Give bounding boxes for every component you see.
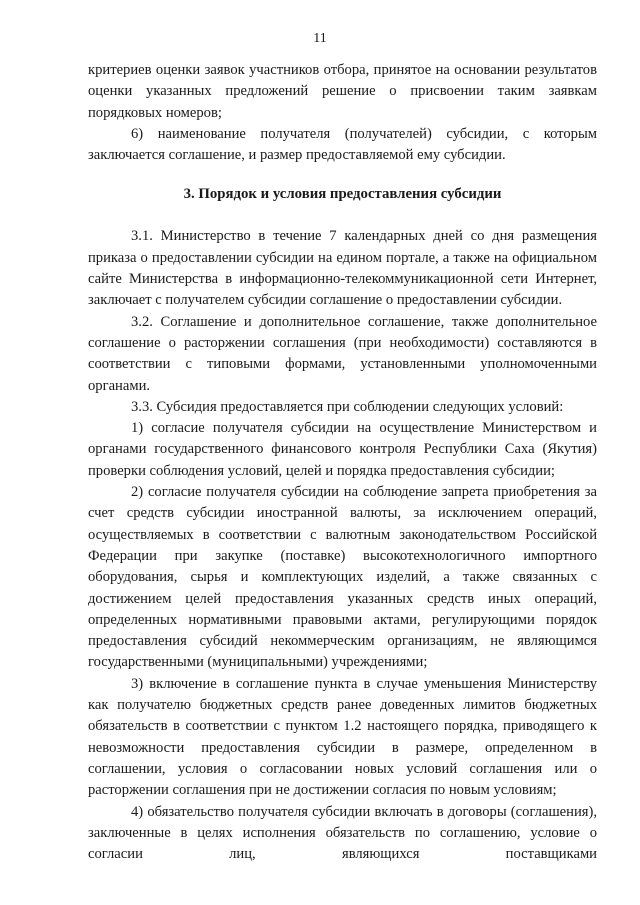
paragraph-3-3: 3.3. Субсидия предоставляется при соблюдении следующих условий: xyxy=(131,398,564,415)
paragraph-3-1: 3.1. Министерство в течение 7 календарных дней со дня размещения приказа о предоставлении субсидии на едином портале, а также на официальном сайте Министерства в информационно-телекоммуникационной сети Интернет, заключает с получателем субсидии соглашение о предоставлении субсидии. xyxy=(88,228,597,309)
paragraph-condition-1: 1) согласие получателя субсидии на осуществление Министерством и органами государственного финансового контроля Республики Саха (Якутия) проверки соблюдения условий, целей и порядка предоставления субсидии; xyxy=(88,420,597,479)
document-body xyxy=(88,60,597,865)
section-heading: 3. Порядок и условия предоставления субсидии xyxy=(183,186,502,203)
spacer xyxy=(88,166,597,184)
page-number: 11 xyxy=(313,31,327,46)
paragraph-3-2: 3.2. Соглашение и дополнительное соглашение, также дополнительное соглашение о расторжении соглашения (при необходимости) составляются в соответствии с типовыми формами, установленными уполномоченными органами. xyxy=(88,313,597,394)
paragraph-continued: критериев оценки заявок участников отбора, принятое на основании результатов оценки указанных предложений решение о присвоении таким заявкам порядковых номеров; xyxy=(88,62,597,121)
paragraph-condition-3: 3) включение в соглашение пункта в случае уменьшения Министерству как получателю бюджетных средств ранее доведенных лимитов бюджетных обязательств в соответствии с пунктом 1.2 настоящего порядка, приводящего к невозможности предоставления субсидии в размере, определенном в соглашении, условия о согласовании новых условий соглашения или о расторжении соглашения при не достижении согласия по новым условиям; xyxy=(88,675,597,799)
paragraph-item-6: 6) наименование получателя (получателей) субсидии, с которым заключается соглашение, и размер предоставляемой ему субсидии. xyxy=(88,125,597,164)
paragraph-condition-4: 4) обязательство получателя субсидии включать в договоры (соглашения), заключенные в целях исполнения обязательств по соглашению, условие о согласии лиц, являющихся поставщиками xyxy=(88,803,597,863)
spacer xyxy=(88,205,597,226)
paragraph-condition-2: 2) согласие получателя субсидии на соблюдение запрета приобретения за счет средств субсидии иностранной валюты, за исключением операций, осуществляемых в соответствии с валютным законодательством Российской Федерации при закупке (поставке) высокотехнологичного импортного оборудования, сырья и комплектующих изделий, а также связанных с достижением целей предоставления указанных средств иных операций, определенных нормативными правовыми актами, регулирующими порядок предоставления субсидий некоммерческим организациям, не являющимся государственными (муниципальными) учреждениями; xyxy=(88,484,597,671)
